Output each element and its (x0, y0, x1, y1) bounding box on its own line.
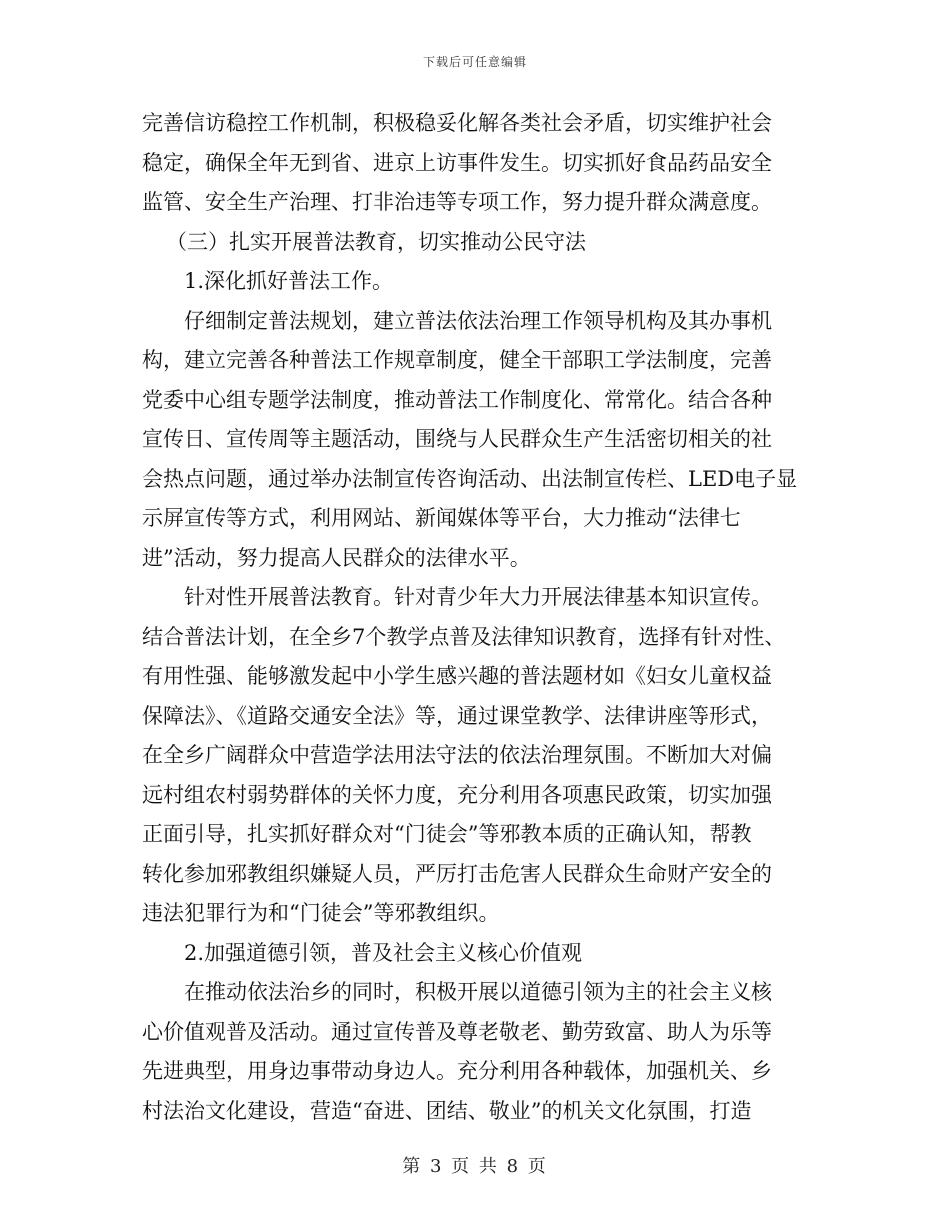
text-line: 有用性强、能够激发起中小学生感兴趣的普法题材如《妇女儿童权益 (142, 664, 772, 688)
text-line: 在全乡广阔群众中营造学法用法守法的依法治理氛围。不断加大对偏 (142, 743, 772, 767)
subsection-heading: 2.加强道德引领，普及社会主义核心价值观 (184, 940, 583, 965)
text-line: 进”活动，努力提高人民群众的法律水平。 (142, 545, 531, 570)
text-line: 先进典型，用身边事带动身边人。充分利用各种载体，加强机关、乡 (142, 1059, 772, 1083)
text-line: 监管、安全生产治理、打非治违等专项工作，努力提升群众满意度。 (142, 190, 772, 214)
header-note: 下载后可任意编辑 (422, 55, 527, 69)
text-line: 远村组农村弱势群体的关怀力度，充分利用各项惠民政策，切实加强 (142, 782, 772, 807)
section-heading: （三）扎实开展普法教育，切实推动公民守法 (166, 229, 586, 254)
text-line: 构，建立完善各种普法工作规章制度，健全干部职工学法制度，完善 (142, 348, 772, 372)
text-line: 正面引导，扎实抓好群众对“门徒会”等邪教本质的正确认知，帮教 (142, 822, 752, 846)
text-line: 党委中心组专题学法制度，推动普法工作制度化、常常化。结合各种 (142, 387, 772, 412)
page-number-footer: 第 3 页 共 8 页 (402, 1156, 548, 1177)
text-line: 示屏宣传等方式，利用网站、新闻媒体等平台，大力推动“法律七 (142, 506, 741, 530)
text-line: 村法治文化建设，营造“奋进、团结、敬业”的机关文化氛围，打造 (142, 1098, 752, 1123)
body-text (142, 104, 812, 1131)
text-line: 稳定，确保全年无到省、进京上访事件发生。切实抓好食品药品安全 (142, 150, 772, 175)
text-line: 转化参加邪教组织嫌疑人员，严厉打击危害人民群众生命财产安全的 (142, 861, 772, 886)
text-line: 违法犯罪行为和“门徒会”等邪教组织。 (142, 901, 500, 925)
text-line: 心价值观普及活动。通过宣传普及尊老敬老、勤劳致富、助人为乐等 (142, 1019, 772, 1044)
text-line: 在推动依法治乡的同时，积极开展以道德引领为主的社会主义核 (184, 980, 772, 1004)
text-line: 仔细制定普法规划，建立普法依法治理工作领导机构及其办事机 (184, 308, 772, 333)
text-line: 针对性开展普法教育。针对青少年大力开展法律基本知识宣传。 (184, 585, 772, 609)
text-line: 宣传日、宣传周等主题活动，围绕与人民群众生产生活密切相关的社 (142, 427, 772, 451)
text-line: 保障法》、《道路交通安全法》等，通过课堂教学、法律讲座等形式， (142, 703, 772, 728)
text-line: 完善信访稳控工作机制，积极稳妥化解各类社会矛盾，切实维护社会 (142, 111, 772, 135)
text-line: 会热点问题，通过举办法制宣传咨询活动、出法制宣传栏、LED电子显 (142, 466, 798, 491)
subsection-heading: 1.深化抓好普法工作。 (184, 269, 394, 293)
text-line: 结合普法计划，在全乡7个教学点普及法律知识教育，选择有针对性、 (142, 624, 786, 649)
